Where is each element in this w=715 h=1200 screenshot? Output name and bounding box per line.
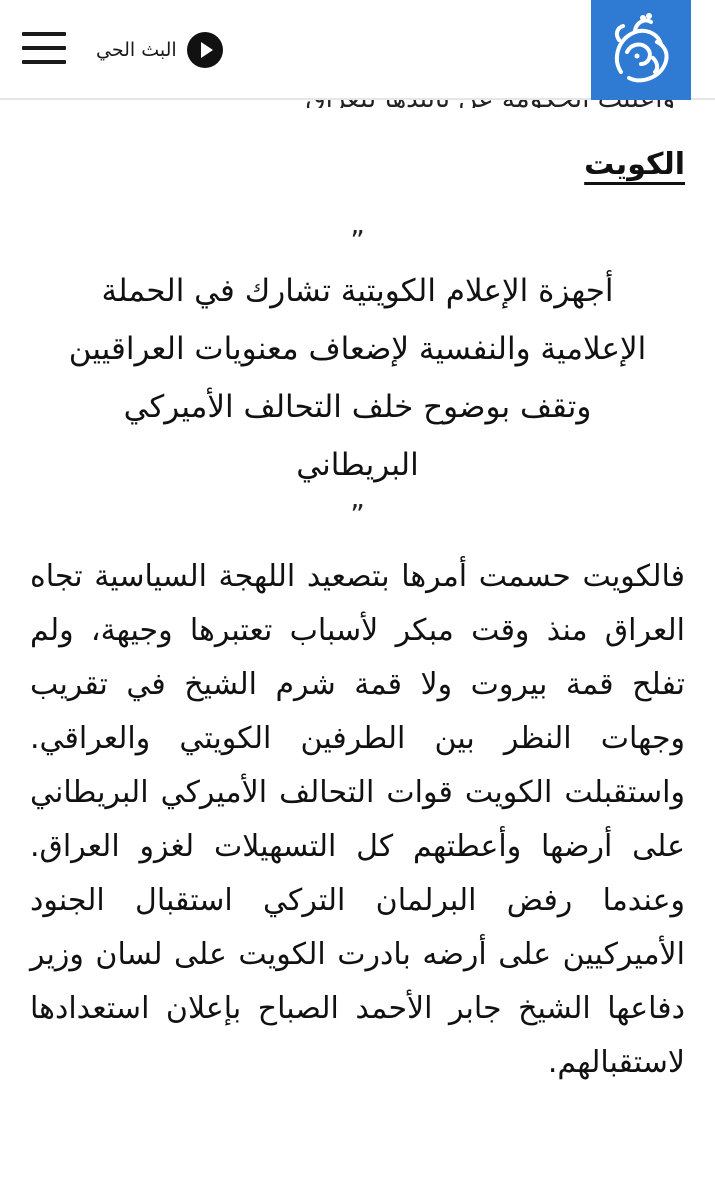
- quote-open-mark: ”: [350, 224, 365, 257]
- article-content: [30, 140, 685, 1120]
- menu-icon-bar: [22, 32, 66, 36]
- menu-button[interactable]: [22, 30, 68, 68]
- article-paragraph: فالكويت حسمت أمرها بتصعيد اللهجة السياسية تجاه العراق منذ وقت مبكر لأسباب تعتبرها وجيهة، ولم تفلح قمة بيروت ولا قمة شرم الشيخ في تقريب وجهات النظر بين الطرفين الكويتي والعراقي. واستقبلت الكويت قوات التحالف الأميركي البريطاني على أرضها وأعطتهم كل التسهيلات لغزو العراق. وعندما رفض البرلمان التركي استقبال الجنود الأميركيين على أرضه بادرت الكويت على لسان وزير دفاعها الشيخ جابر الأحمد الصباح بإعلان استعدادها لاستقبالهم.: [30, 559, 685, 1080]
- live-stream-label: البث الحي: [96, 39, 177, 61]
- menu-icon-bar: [22, 60, 66, 64]
- live-stream-button[interactable]: [96, 30, 223, 70]
- top-header: [0, 0, 715, 100]
- logo-icon: [591, 0, 691, 100]
- pull-quote: [30, 226, 685, 530]
- quote-close-mark: ”: [350, 498, 365, 531]
- play-icon: [187, 32, 223, 68]
- quote-text: أجهزة الإعلام الكويتية تشارك في الحملة الإعلامية والنفسية لإضعاف معنويات العراقيين وتقف بوضوح خلف التحالف الأميركي البريطاني: [68, 273, 647, 483]
- aljazeera-logo[interactable]: [591, 0, 691, 100]
- section-title: الكويت: [584, 147, 685, 182]
- menu-icon-bar: [22, 46, 66, 50]
